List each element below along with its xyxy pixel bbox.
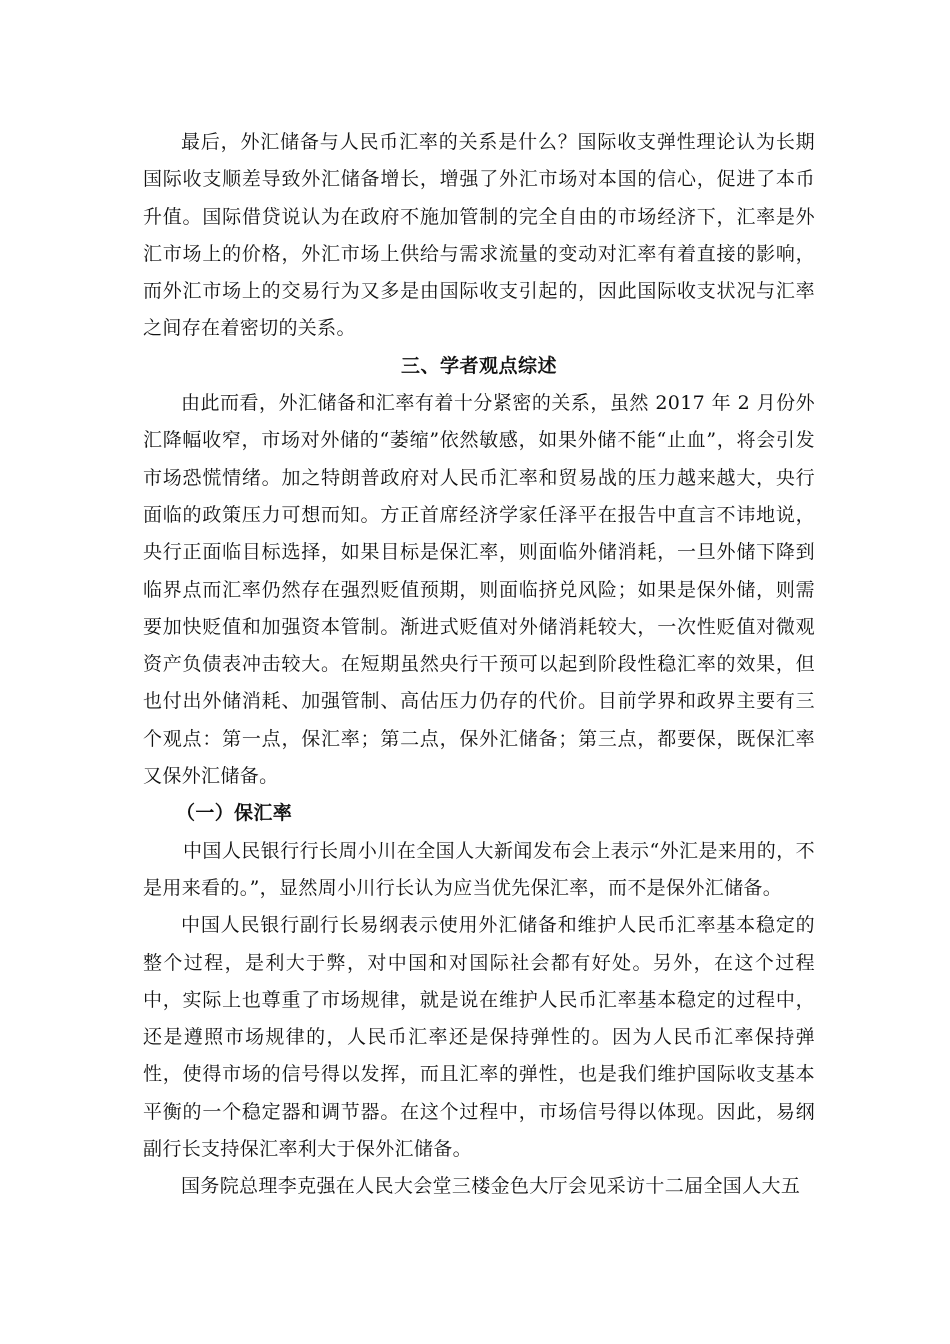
subsection-heading-protect-exchange-rate: （一）保汇率 xyxy=(176,802,293,825)
paragraph-zhou-xiaochuan: 中国人民银行行长周小川在全国人大新闻发布会上表示“外汇是来用的，不是用来看的。”，显然周小川行长认为应当优先保汇率，而不是保外汇储备。 xyxy=(143,839,815,899)
document-body xyxy=(143,124,815,1206)
paragraph-li-keqiang: 国务院总理李克强在人民大会堂三楼金色大厅会见采访十二届全国人大五 xyxy=(181,1175,801,1198)
paragraph-scholar-overview: 由此而看，外汇储备和汇率有着十分紧密的关系，虽然 2017 年 2 月份外汇降幅收窄，市场对外储的“萎缩”依然敏感，如果外储不能“止血”，将会引发市场恐慌情绪。加之特朗普政府对人民币汇率和贸易战的压力越来越大，央行面临的政策压力可想而知。方正首席经济学家任泽平在报告中直言不讳地说，央行正面临目标选择，如果目标是保汇率，则面临外储消耗，一旦外储下降到临界点而汇率仍然存在强烈贬值预期，则面临挤兑风险；如果是保外储，则需要加快贬值和加强资本管制。渐进式贬值对外储消耗较大，一次性贬值对微观资产负债表冲击较大。在短期虽然央行干预可以起到阶段性稳汇率的效果，但也付出外储消耗、加强管制、高估压力仍存的代价。目前学界和政界主要有三个观点：第一点，保汇率；第二点，保外汇储备；第三点，都要保，既保汇率又保外汇储备。 xyxy=(143,392,815,788)
section-heading-scholar-views: 三、学者观点综述 xyxy=(400,354,557,377)
paragraph-exchange-reserve-relationship: 最后，外汇储备与人民币汇率的关系是什么？国际收支弹性理论认为长期国际收支顺差导致外汇储备增长，增强了外汇市场对本国的信心，促进了本币升值。国际借贷说认为在政府不施加管制的完全自由的市场经济下，汇率是外汇市场上的价格，外汇市场上供给与需求流量的变动对汇率有着直接的影响，而外汇市场上的交易行为又多是由国际收支引起的，因此国际收支状况与汇率之间存在着密切的关系。 xyxy=(143,131,815,340)
paragraph-yi-gang: 中国人民银行副行长易纲表示使用外汇储备和维护人民币汇率基本稳定的整个过程，是利大于弊，对中国和对国际社会都有好处。另外，在这个过程中，实际上也尊重了市场规律，就是说在维护人民币汇率基本稳定的过程中，还是遵照市场规律的，人民币汇率还是保持弹性的。因为人民币汇率保持弹性，使得市场的信号得以发挥，而且汇率的弹性，也是我们维护国际收支基本平衡的一个稳定器和调节器。在这个过程中，市场信号得以体现。因此，易纲副行长支持保汇率利大于保外汇储备。 xyxy=(143,914,815,1161)
